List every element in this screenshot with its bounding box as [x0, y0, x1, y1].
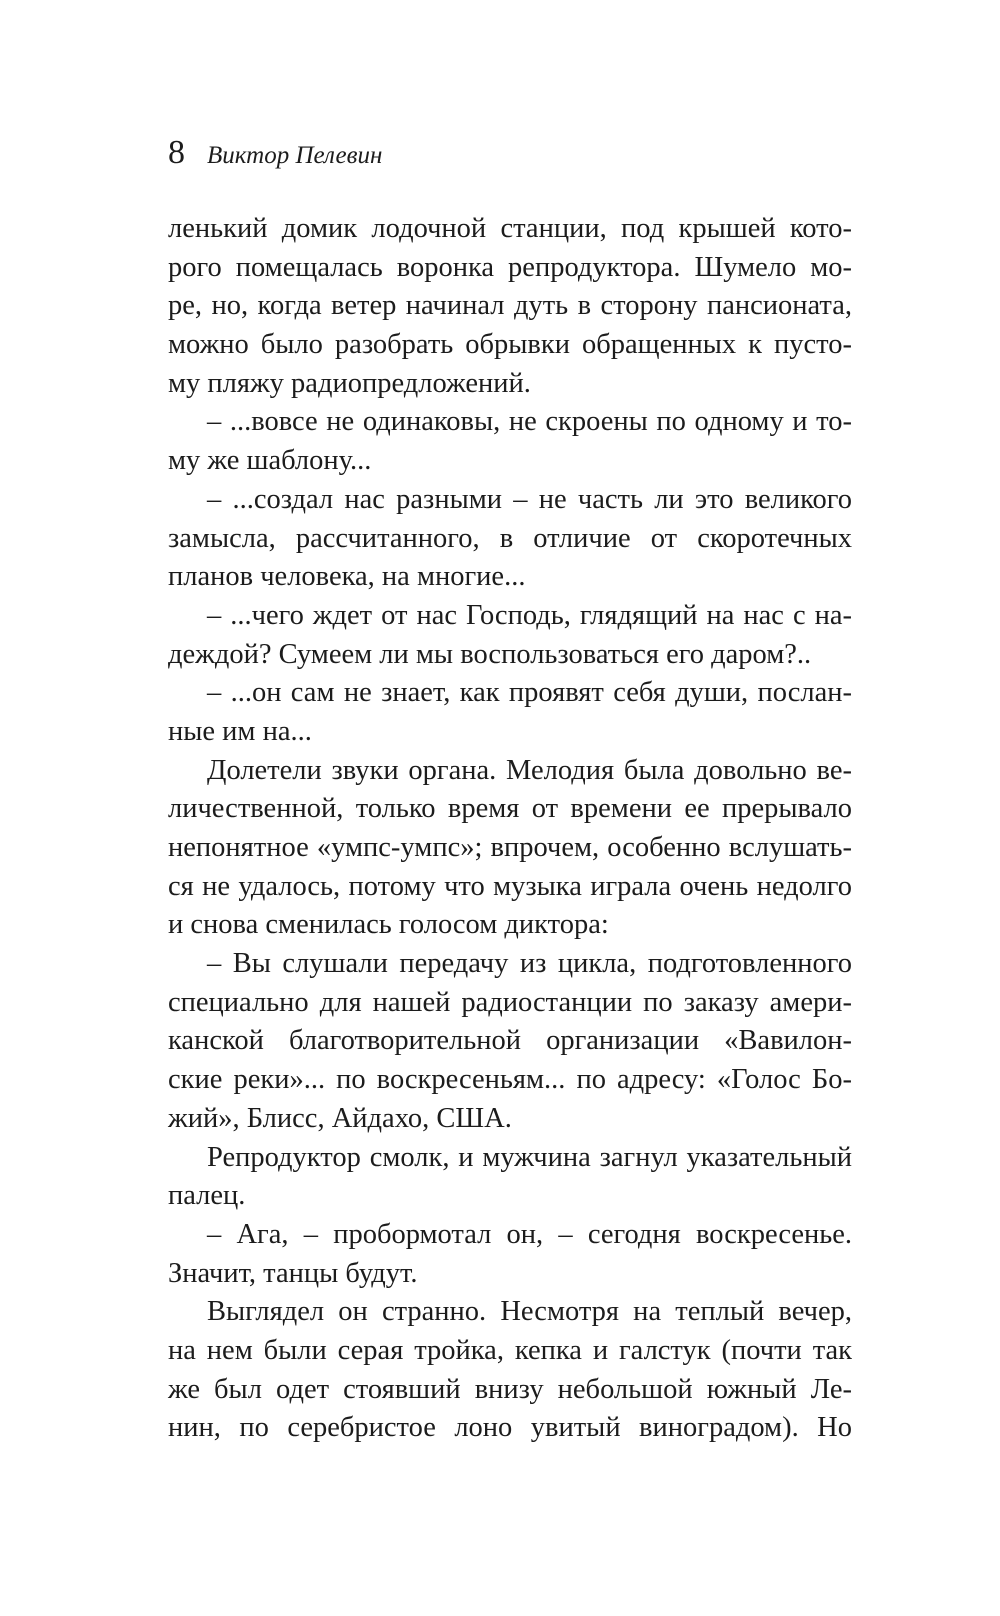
text-line: канской благотворительной организации «Вавилон-: [168, 1025, 852, 1057]
text-line: личественной, только время от времени ее прерывало: [168, 793, 852, 825]
text-line: рого помещалась воронка репродуктора. Шумело мо-: [168, 251, 852, 283]
text-line: – Ага, – пробормотал он, – сегодня воскресенье.: [207, 1218, 852, 1250]
body-text: [168, 210, 852, 1448]
text-line: нин, по серебристое лоно увитый виноградом). Но: [168, 1412, 852, 1444]
text-line: и снова сменилась голосом диктора:: [168, 909, 609, 941]
text-line: Значит, танцы будут.: [168, 1257, 418, 1289]
running-head: [168, 134, 382, 184]
text-line: му же шаблону...: [168, 445, 372, 477]
text-line: ся не удалось, потому что музыка играла очень недолго: [168, 870, 852, 902]
text-line: ские реки»... по воскресеньям... по адресу: «Голос Бо-: [168, 1064, 852, 1096]
text-line: планов человека, на многие...: [168, 561, 526, 593]
text-line: можно было разобрать обрывки обращенных к пусто-: [168, 329, 852, 361]
text-line: ные им на...: [168, 715, 312, 747]
header-author: Виктор Пелевин: [207, 142, 383, 169]
text-line: – ...он сам не знает, как проявят себя души, послан-: [207, 677, 852, 709]
text-line: ленький домик лодочной станции, под крышей кото-: [168, 213, 852, 244]
text-line: Долетели звуки органа. Мелодия была довольно ве-: [207, 754, 852, 786]
text-line: – ...создал нас разными – не часть ли это великого: [207, 483, 852, 515]
text-line: Репродуктор смолк, и мужчина загнул указательный: [207, 1141, 852, 1173]
text-line: непонятное «умпс-умпс»; впрочем, особенно вслушать-: [168, 832, 852, 863]
page-number: 8: [168, 134, 185, 171]
text-line: же был одет стоявший внизу небольшой южный Ле-: [168, 1373, 852, 1405]
text-line: ре, но, когда ветер начинал дуть в сторону пансионата,: [168, 290, 852, 322]
text-line: жий», Блисс, Айдахо, США.: [168, 1102, 512, 1134]
text-line: – ...чего ждет от нас Господь, глядящий на нас с на-: [207, 599, 852, 631]
text-line: – Вы слушали передачу из цикла, подготовленного: [207, 948, 852, 980]
text-line: на нем были серая тройка, кепка и галстук (почти так: [168, 1334, 852, 1366]
text-line: палец.: [168, 1180, 246, 1212]
text-line: деждой? Сумеем ли мы воспользоваться его даром?..: [168, 638, 812, 670]
text-line: замысла, рассчитанного, в отличие от скоротечных: [168, 522, 852, 554]
text-line: му пляжу радиопредложений.: [168, 367, 531, 399]
text-line: специально для нашей радиостанции по заказу амери-: [168, 986, 852, 1018]
text-line: – ...вовсе не одинаковы, не скроены по одному и то-: [207, 406, 852, 438]
text-line: Выглядел он странно. Несмотря на теплый вечер,: [207, 1296, 852, 1328]
